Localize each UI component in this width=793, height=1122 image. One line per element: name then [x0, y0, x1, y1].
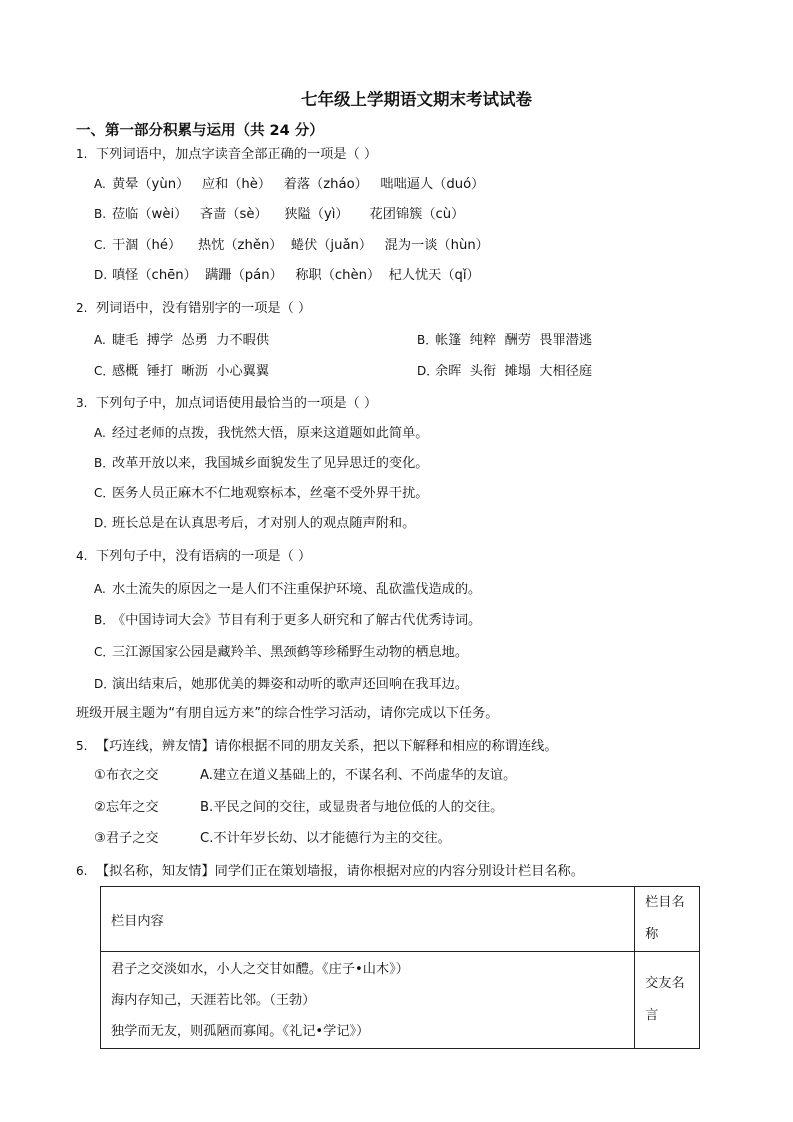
question-number: 2. — [76, 301, 88, 315]
option-text: 嗔怪（chēn） 蹒跚（pán） 称职（chèn） 杞人忧天（qǐ） — [112, 268, 480, 283]
quote-line: 君子之交淡如水，小人之交甘如醴。《庄子•山木》） — [111, 961, 409, 977]
pair-desc: A.建立在道义基础上的，不谋名利、不尚虚华的友谊。 — [200, 768, 517, 783]
q4-option-d — [94, 675, 468, 694]
option-text: 感概 锤打 晰沥 小心翼翼 — [112, 364, 270, 379]
quote-line: 独学而无友，则孤陋而寡闻。《礼记•学记》） — [111, 1023, 370, 1039]
option-letter: D． — [94, 516, 116, 530]
option-text: 水土流失的原因之一是人们不注重保护环境、乱砍滥伐造成的。 — [112, 582, 482, 597]
option-text: 改革开放以来，我国城乡面貌发生了见异思迁的变化。 — [112, 456, 429, 471]
question-number: 6. — [76, 864, 88, 878]
pair-desc: C.不计年岁长幼、以才能德行为主的交往。 — [200, 831, 451, 846]
option-text: 黄晕（yùn） 应和（hè） 着落（zháo） 咄咄逼人（duó） — [112, 177, 485, 192]
q5-pair-3 — [94, 830, 451, 848]
q1-option-b — [94, 205, 464, 224]
table-row — [101, 952, 700, 1049]
q2-option-d — [417, 362, 592, 381]
option-letter: B. — [94, 207, 107, 221]
header-content-cell: 栏目内容 — [101, 887, 635, 952]
question-2 — [76, 299, 311, 318]
option-text: 三江源国家公园是藏羚羊、黑颈鹤等珍稀野生动物的栖息地。 — [112, 645, 469, 660]
option-text: 班长总是在认真思考后，才对别人的观点随声附和。 — [112, 516, 416, 531]
option-text: 睫毛 搏学 怂勇 力不暇供 — [112, 333, 270, 348]
q1-option-c — [94, 236, 489, 255]
option-letter: A. — [94, 582, 106, 596]
option-text: 干涸（hé） 热忱（zhěn） 蜷伏（juǎn） 混为一谈（hùn） — [112, 238, 489, 253]
q5-pair-1 — [94, 767, 516, 785]
option-letter: B． — [417, 333, 438, 347]
quote-line: 海内存知己，天涯若比邻。（王勃） — [111, 992, 316, 1008]
option-letter: C． — [94, 486, 115, 500]
q2-option-b — [417, 331, 592, 350]
header-name-cell: 栏目名称 — [635, 887, 700, 952]
pair-desc: B.平民之间的交往，或显贵者与地位低的人的交往。 — [200, 800, 504, 815]
pair-term: ③君子之交 — [94, 831, 159, 846]
question-4 — [76, 547, 311, 566]
section-heading: 一、第一部分积累与运用（共 24 分） — [76, 123, 324, 139]
q4-option-c — [94, 643, 468, 662]
content-cell — [101, 952, 635, 1049]
option-letter: A. — [94, 333, 106, 347]
option-letter: C. — [94, 238, 107, 252]
question-number: 3. — [76, 396, 88, 410]
question-number: 1. — [76, 147, 88, 161]
option-letter: B． — [94, 613, 115, 627]
pair-term: ②忘年之交 — [94, 800, 159, 815]
option-letter: D. — [94, 268, 108, 282]
option-letter: D． — [94, 677, 116, 691]
question-3 — [76, 394, 377, 413]
q5-pair-2 — [94, 799, 503, 817]
question-1 — [76, 145, 377, 164]
question-stem: 【拟名称，知友情】同学们正在策划墙报，请你根据对应的内容分别设计栏目名称。 — [96, 864, 584, 879]
q1-option-d — [94, 266, 480, 285]
q4-option-a — [94, 580, 481, 599]
table-header-row — [101, 887, 700, 952]
option-text: 演出结束后，她那优美的舞姿和动听的歌声还回响在我耳边。 — [112, 677, 469, 692]
option-text: 余晖 头衔 摊塌 大相径庭 — [435, 364, 593, 379]
option-letter: D． — [417, 364, 439, 378]
option-text: 医务人员正麻木不仁地观察标本，丝毫不受外界干扰。 — [112, 486, 429, 501]
option-text: 经过老师的点拨，我恍然大悟，原来这道题如此简单。 — [112, 426, 429, 441]
name-cell: 交友名言 — [635, 952, 700, 1049]
option-letter: C． — [94, 364, 115, 378]
option-letter: B． — [94, 456, 115, 470]
question-number: 4. — [76, 549, 88, 563]
q4-option-b — [94, 611, 481, 630]
option-letter: C． — [94, 645, 115, 659]
q3-option-d — [94, 514, 415, 533]
q2-option-c — [94, 362, 269, 381]
question-stem: 下列句子中，没有语病的一项是（ ） — [96, 549, 312, 564]
question-stem: 下列句子中，加点词语使用最恰当的一项是（ ） — [96, 396, 378, 411]
question-stem: 列词语中，没有错别字的一项是（ ） — [96, 301, 312, 316]
question-6 — [76, 862, 584, 881]
q3-option-c — [94, 484, 429, 503]
activity-intro: 班级开展主题为“有朋自远方来”的综合性学习活动，请你完成以下任务。 — [76, 706, 499, 721]
q1-option-a — [94, 175, 484, 194]
question-stem: 【巧连线，辨友情】请你根据不同的朋友关系，把以下解释和相应的称谓连线。 — [96, 739, 558, 754]
question-stem: 下列词语中，加点字读音全部正确的一项是（ ） — [96, 147, 378, 162]
option-text: 莅临（wèi） 吝啬（sè） 狭隘（yì） 花团锦簇（cù） — [112, 207, 465, 222]
q2-option-a — [94, 331, 269, 350]
question-number: 5. — [76, 739, 88, 753]
column-table — [100, 886, 700, 1049]
pair-term: ①布衣之交 — [94, 768, 159, 783]
question-5 — [76, 737, 558, 756]
option-letter: A. — [94, 426, 106, 440]
option-text: 《中国诗词大会》节目有利于更多人研究和了解古代优秀诗词。 — [112, 613, 482, 628]
option-letter: A. — [94, 177, 106, 191]
option-text: 帐篷 纯粹 酬劳 畏罪潜逃 — [435, 333, 593, 348]
q3-option-b — [94, 454, 429, 473]
page-title: 七年级上学期语文期末考试试卷 — [301, 90, 532, 109]
q3-option-a — [94, 424, 429, 443]
